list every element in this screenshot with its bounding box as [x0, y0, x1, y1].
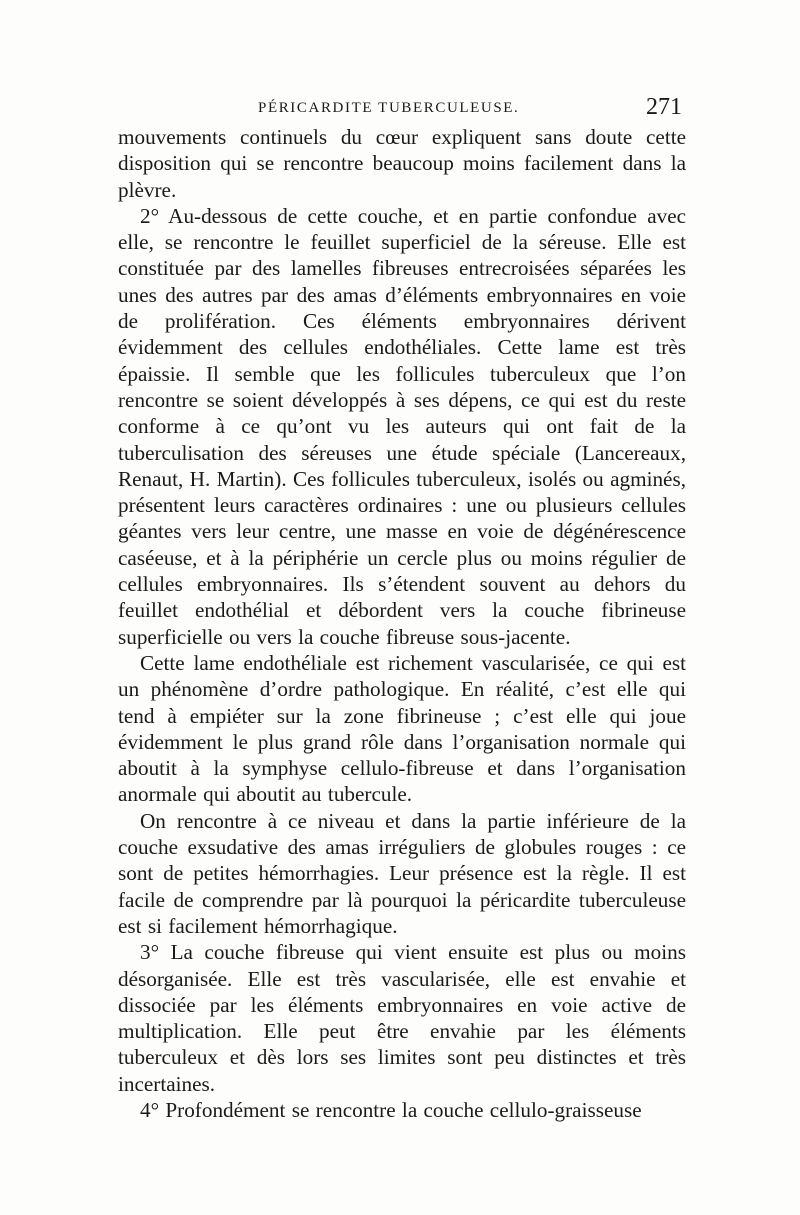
- running-head: [118, 96, 684, 126]
- body-text: [118, 124, 686, 1123]
- page-number: 271: [646, 94, 682, 120]
- paragraph-section-3: 3° La couche fibreuse qui vient ensuite est plus ou moins désorganisée. Elle est très vascularisée, elle est envahie et dissociée par les éléments embryonnaires en voie active de multiplication. Elle peut être envahie par les éléments tuberculeux et dès lors ses limites sont peu distinctes et très incertaines.: [118, 940, 686, 1096]
- paragraph-section-2: 2° Au-dessous de cette couche, et en partie confondue avec elle, se rencontre le feuillet superficiel de la séreuse. Elle est constituée par des lamelles fibreuses entrecroisées séparées les unes des autres par des amas d’éléments embryonnaires en voie de prolifération. Ces éléments embryonnaires dérivent évidemment des cellules endothéliales. Cette lame est très épaissie. Il semble que les follicules tuberculeux que l’on rencontre se soient développés à ses dépens, ce qui est du reste conforme à ce qu’ont vu les auteurs qui ont fait de la tuberculisation des séreuses une étude spéciale (Lancereaux, Renaut, H. Martin). Ces follicules tuberculeux, isolés ou agminés, présentent leurs caractères ordinaires : une ou plusieurs cellules géantes vers leur centre, une masse en voie de dégénérescence caséeuse, et à la périphérie un cercle plus ou moins régulier de cellules embryonnaires. Ils s’étendent souvent au dehors du feuillet endothélial et débordent vers la couche fibrineuse superficielle ou vers la couche fibreuse sous-jacente.: [118, 203, 686, 649]
- paragraph-section-4: 4° Profondément se rencontre la couche cellulo-graisseuse: [140, 1097, 642, 1122]
- paragraph-continuation: mouvements continuels du cœur expliquent sans doute cette disposition qui se rencontre beaucoup moins facilement dans la plèvre.: [118, 125, 686, 202]
- paragraph-hemorrhages: On rencontre à ce niveau et dans la partie inférieure de la couche exsudative des amas irréguliers de globules rouges : ce sont de petites hémorrhagies. Leur présence est la règle. Il est facile de comprendre par là pourquoi la péricardite tuberculeuse est si facilement hémorrhagique.: [118, 808, 686, 938]
- paragraph-endothelial-layer: Cette lame endothéliale est richement vascularisée, ce qui est un phénomène d’ordre pathologique. En réalité, c’est elle qui tend à empiéter sur la zone fibrineuse ; c’est elle qui joue évidemment le plus grand rôle dans l’organisation normale qui aboutit à la symphyse cellulo-fibreuse et dans l’organisation anormale qui aboutit au tubercule.: [118, 650, 686, 807]
- running-title: PÉRICARDITE TUBERCULEUSE.: [258, 100, 520, 116]
